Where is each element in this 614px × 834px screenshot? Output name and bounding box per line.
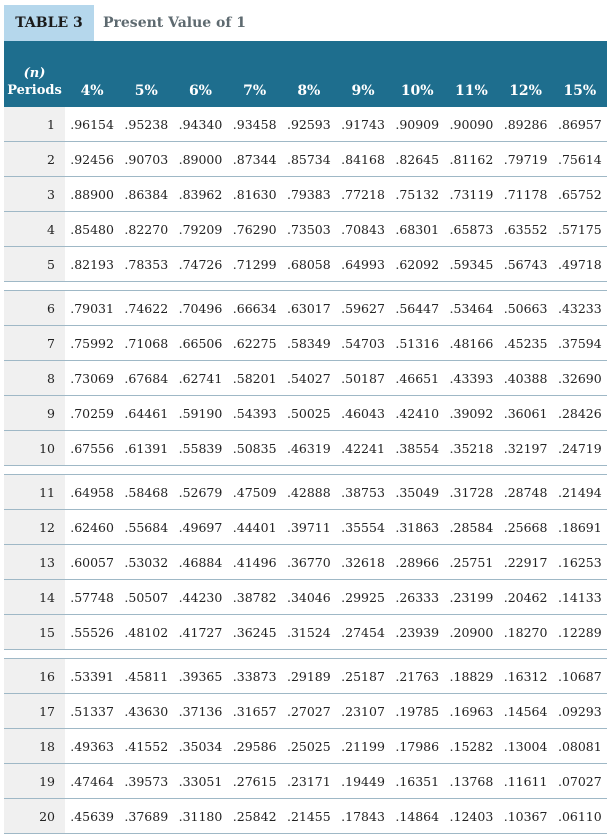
- value-cell: .85734: [282, 142, 336, 177]
- value-cell: .08081: [553, 729, 607, 764]
- value-cell: .78353: [119, 247, 173, 282]
- value-cell: .95238: [119, 107, 173, 142]
- rate-header: 15%: [563, 83, 597, 99]
- value-cell: .32690: [553, 361, 607, 396]
- value-cell: .28966: [390, 545, 444, 580]
- value-cell: .34046: [282, 580, 336, 615]
- value-cell: .31180: [173, 799, 227, 834]
- value-cell: .25842: [228, 799, 282, 834]
- value-cell: .86957: [553, 107, 607, 142]
- table-row: [4, 615, 607, 650]
- value-cell: .70843: [336, 212, 390, 247]
- value-cell: .59627: [336, 291, 390, 326]
- value-cell: .40388: [499, 361, 553, 396]
- value-cell: .12403: [444, 799, 498, 834]
- rate-header: 12%: [509, 83, 542, 99]
- value-cell: .35554: [336, 510, 390, 545]
- value-cell: .38554: [390, 431, 444, 466]
- table-row: [4, 431, 607, 466]
- table-row: [4, 764, 607, 799]
- value-cell: .48166: [444, 326, 498, 361]
- value-cell: .46651: [390, 361, 444, 396]
- value-cell: .39365: [173, 659, 227, 694]
- value-cell: .66506: [173, 326, 227, 361]
- value-cell: .27615: [228, 764, 282, 799]
- value-cell: .75614: [553, 142, 607, 177]
- value-cell: .43393: [444, 361, 498, 396]
- value-cell: .37594: [553, 326, 607, 361]
- value-cell: .33873: [228, 659, 282, 694]
- value-cell: .42888: [282, 475, 336, 510]
- value-cell: .71068: [119, 326, 173, 361]
- value-cell: .35218: [444, 431, 498, 466]
- value-cell: .43630: [119, 694, 173, 729]
- value-cell: .16963: [444, 694, 498, 729]
- value-cell: .18691: [553, 510, 607, 545]
- value-cell: .36770: [282, 545, 336, 580]
- value-cell: .81162: [444, 142, 498, 177]
- value-cell: .49363: [65, 729, 119, 764]
- period-cell: 6: [4, 291, 65, 326]
- table-title-bar: [4, 5, 607, 41]
- value-cell: .39711: [282, 510, 336, 545]
- value-cell: .46319: [282, 431, 336, 466]
- rate-header: 8%: [297, 83, 321, 99]
- period-cell: 5: [4, 247, 65, 282]
- value-cell: .42410: [390, 396, 444, 431]
- value-cell: .58349: [282, 326, 336, 361]
- value-cell: .54703: [336, 326, 390, 361]
- value-cell: .52679: [173, 475, 227, 510]
- value-cell: .49697: [173, 510, 227, 545]
- present-value-table-container: [4, 41, 607, 834]
- value-cell: .38782: [228, 580, 282, 615]
- periods-header: [4, 41, 65, 107]
- value-cell: .67684: [119, 361, 173, 396]
- value-cell: .14133: [553, 580, 607, 615]
- period-cell: 18: [4, 729, 65, 764]
- value-cell: .90703: [119, 142, 173, 177]
- table-row: [4, 729, 607, 764]
- value-cell: .12289: [553, 615, 607, 650]
- value-cell: .75132: [390, 177, 444, 212]
- value-cell: .79383: [282, 177, 336, 212]
- value-cell: .09293: [553, 694, 607, 729]
- value-cell: .62460: [65, 510, 119, 545]
- value-cell: .84168: [336, 142, 390, 177]
- value-cell: .50663: [499, 291, 553, 326]
- value-cell: .48102: [119, 615, 173, 650]
- value-cell: .68058: [282, 247, 336, 282]
- value-cell: .27454: [336, 615, 390, 650]
- value-cell: .96154: [65, 107, 119, 142]
- value-cell: .29586: [228, 729, 282, 764]
- value-cell: .16253: [553, 545, 607, 580]
- value-cell: .54027: [282, 361, 336, 396]
- value-cell: .21763: [390, 659, 444, 694]
- value-cell: .55526: [65, 615, 119, 650]
- table-row: [4, 212, 607, 247]
- value-cell: .74726: [173, 247, 227, 282]
- period-cell: 9: [4, 396, 65, 431]
- value-cell: .25751: [444, 545, 498, 580]
- value-cell: .71178: [499, 177, 553, 212]
- period-cell: 10: [4, 431, 65, 466]
- value-cell: .14564: [499, 694, 553, 729]
- value-cell: .55684: [119, 510, 173, 545]
- value-cell: .32618: [336, 545, 390, 580]
- table-title: Present Value of 1: [103, 15, 247, 31]
- value-cell: .79209: [173, 212, 227, 247]
- value-cell: .89286: [499, 107, 553, 142]
- rate-header: 11%: [455, 83, 488, 99]
- table-row: [4, 545, 607, 580]
- periods-label: Periods: [7, 83, 62, 98]
- value-cell: .50025: [282, 396, 336, 431]
- value-cell: .63552: [499, 212, 553, 247]
- value-cell: .16351: [390, 764, 444, 799]
- value-cell: .62275: [228, 326, 282, 361]
- table-row: [4, 580, 607, 615]
- value-cell: .15282: [444, 729, 498, 764]
- spacer-cell: [4, 282, 607, 291]
- value-cell: .68301: [390, 212, 444, 247]
- value-cell: .77218: [336, 177, 390, 212]
- value-cell: .64461: [119, 396, 173, 431]
- value-cell: .45639: [65, 799, 119, 834]
- value-cell: .51316: [390, 326, 444, 361]
- value-cell: .45811: [119, 659, 173, 694]
- value-cell: .21494: [553, 475, 607, 510]
- value-cell: .65873: [444, 212, 498, 247]
- value-cell: .37689: [119, 799, 173, 834]
- value-cell: .28426: [553, 396, 607, 431]
- value-cell: .79719: [499, 142, 553, 177]
- period-cell: 11: [4, 475, 65, 510]
- value-cell: .45235: [499, 326, 553, 361]
- value-cell: .32197: [499, 431, 553, 466]
- period-cell: 3: [4, 177, 65, 212]
- value-cell: .89000: [173, 142, 227, 177]
- value-cell: .75992: [65, 326, 119, 361]
- value-cell: .58201: [228, 361, 282, 396]
- value-cell: .31524: [282, 615, 336, 650]
- value-cell: .51337: [65, 694, 119, 729]
- period-cell: 1: [4, 107, 65, 142]
- spacer-cell: [4, 466, 607, 475]
- value-cell: .31728: [444, 475, 498, 510]
- value-cell: .13004: [499, 729, 553, 764]
- table-row: [4, 361, 607, 396]
- value-cell: .94340: [173, 107, 227, 142]
- rate-header: 6%: [188, 83, 212, 99]
- value-cell: .10367: [499, 799, 553, 834]
- value-cell: .36245: [228, 615, 282, 650]
- value-cell: .83962: [173, 177, 227, 212]
- value-cell: .56743: [499, 247, 553, 282]
- header-row: [4, 41, 607, 107]
- value-cell: .50507: [119, 580, 173, 615]
- table-number-tab: TABLE 3: [4, 5, 94, 41]
- value-cell: .23939: [390, 615, 444, 650]
- table-row: [4, 247, 607, 282]
- table-row: [4, 510, 607, 545]
- value-cell: .16312: [499, 659, 553, 694]
- value-cell: .43233: [553, 291, 607, 326]
- value-cell: .31657: [228, 694, 282, 729]
- value-cell: .50835: [228, 431, 282, 466]
- value-cell: .86384: [119, 177, 173, 212]
- value-cell: .28748: [499, 475, 553, 510]
- value-cell: .38753: [336, 475, 390, 510]
- group-spacer: [4, 282, 607, 291]
- value-cell: .74622: [119, 291, 173, 326]
- value-cell: .10687: [553, 659, 607, 694]
- value-cell: .59190: [173, 396, 227, 431]
- table-row: [4, 326, 607, 361]
- value-cell: .47509: [228, 475, 282, 510]
- value-cell: .93458: [228, 107, 282, 142]
- value-cell: .47464: [65, 764, 119, 799]
- value-cell: .62741: [173, 361, 227, 396]
- value-cell: .35049: [390, 475, 444, 510]
- table-row: [4, 291, 607, 326]
- value-cell: .07027: [553, 764, 607, 799]
- value-cell: .41552: [119, 729, 173, 764]
- value-cell: .13768: [444, 764, 498, 799]
- value-cell: .73503: [282, 212, 336, 247]
- value-cell: .18270: [499, 615, 553, 650]
- value-cell: .50187: [336, 361, 390, 396]
- table-row: [4, 799, 607, 834]
- value-cell: .33051: [173, 764, 227, 799]
- value-cell: .41727: [173, 615, 227, 650]
- value-cell: .24719: [553, 431, 607, 466]
- value-cell: .79031: [65, 291, 119, 326]
- value-cell: .22917: [499, 545, 553, 580]
- value-cell: .62092: [390, 247, 444, 282]
- value-cell: .49718: [553, 247, 607, 282]
- value-cell: .57748: [65, 580, 119, 615]
- value-cell: .61391: [119, 431, 173, 466]
- value-cell: .92456: [65, 142, 119, 177]
- rate-header: 4%: [80, 83, 104, 99]
- value-cell: .21199: [336, 729, 390, 764]
- value-cell: .70259: [65, 396, 119, 431]
- value-cell: .21455: [282, 799, 336, 834]
- value-cell: .60057: [65, 545, 119, 580]
- value-cell: .67556: [65, 431, 119, 466]
- spacer-cell: [4, 650, 607, 659]
- rate-header: 5%: [134, 83, 158, 99]
- value-cell: .11611: [499, 764, 553, 799]
- value-cell: .19785: [390, 694, 444, 729]
- value-cell: .18829: [444, 659, 498, 694]
- value-cell: .35034: [173, 729, 227, 764]
- value-cell: .73069: [65, 361, 119, 396]
- value-cell: .58468: [119, 475, 173, 510]
- rate-header: 9%: [351, 83, 375, 99]
- table-row: [4, 694, 607, 729]
- value-cell: .36061: [499, 396, 553, 431]
- value-cell: .20462: [499, 580, 553, 615]
- value-cell: .53032: [119, 545, 173, 580]
- value-cell: .73119: [444, 177, 498, 212]
- value-cell: .92593: [282, 107, 336, 142]
- value-cell: .44401: [228, 510, 282, 545]
- value-cell: .39573: [119, 764, 173, 799]
- period-cell: 12: [4, 510, 65, 545]
- period-cell: 7: [4, 326, 65, 361]
- period-cell: 13: [4, 545, 65, 580]
- value-cell: .53464: [444, 291, 498, 326]
- value-cell: .19449: [336, 764, 390, 799]
- value-cell: .37136: [173, 694, 227, 729]
- value-cell: .82645: [390, 142, 444, 177]
- value-cell: .54393: [228, 396, 282, 431]
- table-row: [4, 659, 607, 694]
- value-cell: .26333: [390, 580, 444, 615]
- value-cell: .29925: [336, 580, 390, 615]
- value-cell: .46884: [173, 545, 227, 580]
- value-cell: .39092: [444, 396, 498, 431]
- group-spacer: [4, 650, 607, 659]
- value-cell: .31863: [390, 510, 444, 545]
- rate-header: 7%: [243, 83, 267, 99]
- value-cell: .82270: [119, 212, 173, 247]
- value-cell: .14864: [390, 799, 444, 834]
- value-cell: .63017: [282, 291, 336, 326]
- period-cell: 17: [4, 694, 65, 729]
- value-cell: .85480: [65, 212, 119, 247]
- value-cell: .53391: [65, 659, 119, 694]
- value-cell: .56447: [390, 291, 444, 326]
- table-row: [4, 475, 607, 510]
- value-cell: .29189: [282, 659, 336, 694]
- value-cell: .06110: [553, 799, 607, 834]
- value-cell: .70496: [173, 291, 227, 326]
- value-cell: .27027: [282, 694, 336, 729]
- value-cell: .64993: [336, 247, 390, 282]
- value-cell: .17986: [390, 729, 444, 764]
- value-cell: .90090: [444, 107, 498, 142]
- value-cell: .59345: [444, 247, 498, 282]
- value-cell: .17843: [336, 799, 390, 834]
- value-cell: .87344: [228, 142, 282, 177]
- present-value-table: [4, 41, 607, 834]
- value-cell: .71299: [228, 247, 282, 282]
- period-cell: 8: [4, 361, 65, 396]
- value-cell: .82193: [65, 247, 119, 282]
- period-cell: 14: [4, 580, 65, 615]
- value-cell: .25668: [499, 510, 553, 545]
- value-cell: .90909: [390, 107, 444, 142]
- value-cell: .42241: [336, 431, 390, 466]
- value-cell: .66634: [228, 291, 282, 326]
- table-body: [4, 107, 607, 834]
- value-cell: .25025: [282, 729, 336, 764]
- period-cell: 19: [4, 764, 65, 799]
- value-cell: .64958: [65, 475, 119, 510]
- value-cell: .23199: [444, 580, 498, 615]
- value-cell: .25187: [336, 659, 390, 694]
- value-cell: .41496: [228, 545, 282, 580]
- period-cell: 2: [4, 142, 65, 177]
- table-row: [4, 107, 607, 142]
- value-cell: .57175: [553, 212, 607, 247]
- value-cell: .76290: [228, 212, 282, 247]
- rate-header: 10%: [400, 83, 434, 99]
- value-cell: .20900: [444, 615, 498, 650]
- table-row: [4, 142, 607, 177]
- period-cell: 15: [4, 615, 65, 650]
- period-cell: 4: [4, 212, 65, 247]
- group-spacer: [4, 466, 607, 475]
- value-cell: .81630: [228, 177, 282, 212]
- table-row: [4, 396, 607, 431]
- value-cell: .91743: [336, 107, 390, 142]
- period-cell: 20: [4, 799, 65, 834]
- value-cell: .88900: [65, 177, 119, 212]
- period-cell: 16: [4, 659, 65, 694]
- n-label: (n): [23, 66, 46, 81]
- value-cell: .65752: [553, 177, 607, 212]
- value-cell: .23107: [336, 694, 390, 729]
- value-cell: .28584: [444, 510, 498, 545]
- table-row: [4, 177, 607, 212]
- value-cell: .46043: [336, 396, 390, 431]
- value-cell: .44230: [173, 580, 227, 615]
- value-cell: .55839: [173, 431, 227, 466]
- value-cell: .23171: [282, 764, 336, 799]
